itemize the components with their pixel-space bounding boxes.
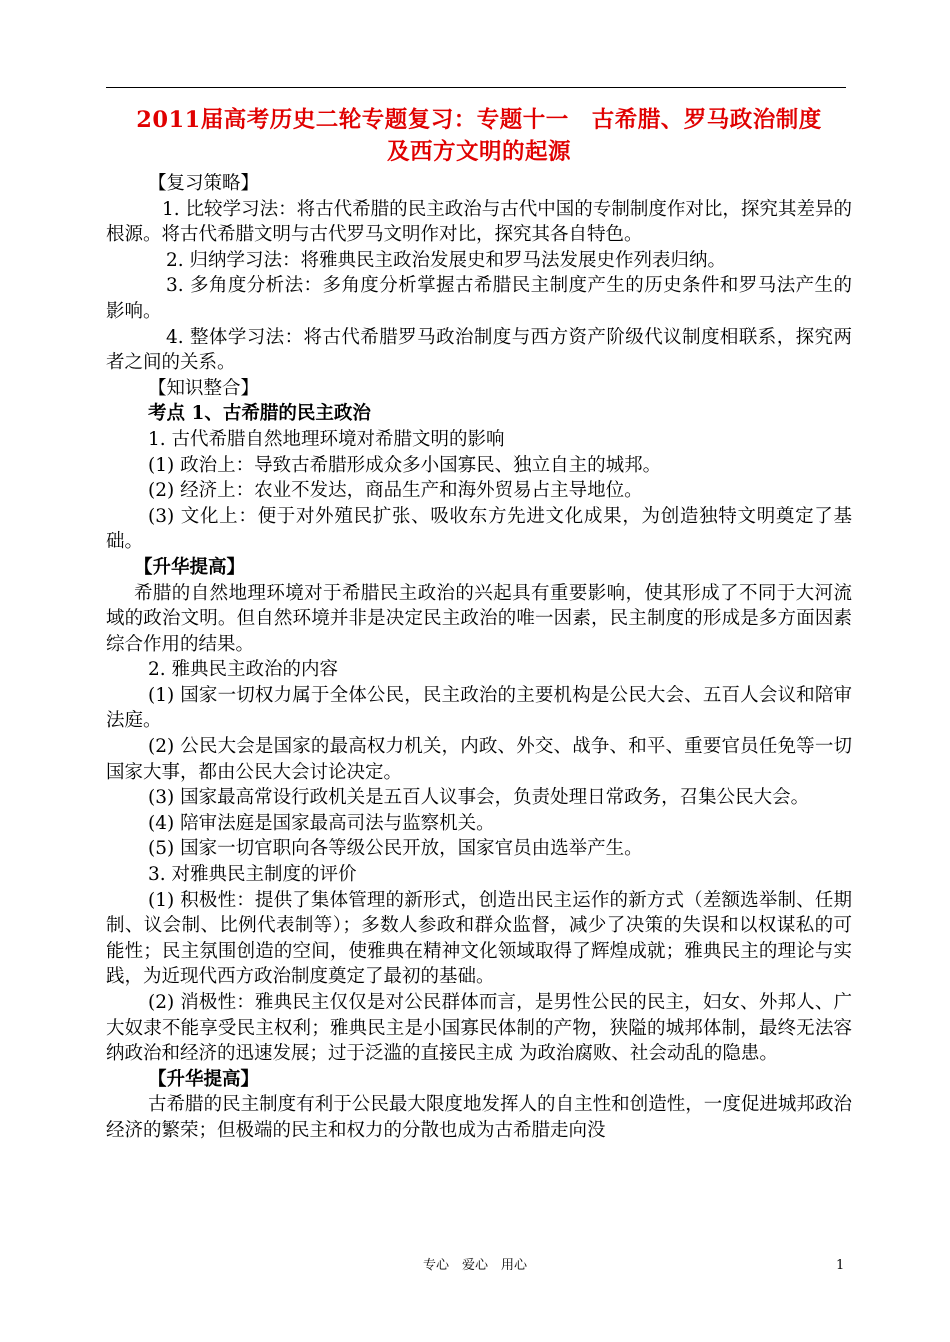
header-rule [106,87,846,88]
paragraph: 2. 归纳学习法：将雅典民主政治发展史和罗马法发展史作列表归纳。 [166,249,727,271]
paragraph: 3. 对雅典民主制度的评价 [148,864,357,886]
paragraph: 【复习策略】 [148,173,260,194]
paragraph: (2) 经济上：农业不发达，商品生产和海外贸易占主导地位。 [148,480,643,502]
paragraph: 【知识整合】 [148,377,260,399]
document-title [106,104,852,168]
paragraph: (1) 国家一切权力属于全体公民，民主政治的主要机构是公民大会、五百人会议和陪审法庭。 [106,684,852,732]
paragraph: (3) 文化上：便于对外殖民扩张、吸收东方先进文化成果，为创造独特文明奠定了基础。 [106,505,852,553]
paragraph: 【升华提高】 [134,556,246,578]
document-body [106,104,852,1144]
paragraph: (5) 国家一切官职向各等级公民开放，国家官员由选举产生。 [148,838,643,860]
paragraph: 2. 雅典民主政治的内容 [148,659,339,681]
paragraph-list [106,171,852,1144]
paragraph: 4. 整体学习法：将古代希腊罗马政治制度与西方资产阶级代议制度相联系，探究两者之间的关系。 [106,326,852,374]
paragraph: (2) 公民大会是国家的最高权力机关，内政、外交、战争、和平、重要官员任免等一切国家大事，都由公民大会讨论决定。 [106,736,852,783]
paragraph: 1. 古代希腊自然地理环境对希腊文明的影响 [148,428,505,450]
paragraph: (1) 积极性：提供了集体管理的新形式，创造出民主运作的新方式（差额选举制、任期制、议会制、比例代表制等）；多数人参政和群众监督，减少了决策的失误和以权谋私的可能性；民主氛围创造的空间，使雅典在精神文化领域取得了辉煌成就；雅典民主的理论与实践，为近现代西方政治制度奠定了最初的基础。 [106,889,852,988]
paragraph: (2) 消极性：雅典民主仅仅是对公民群体而言，是男性公民的民主，妇女、外邦人、广大奴隶不能享受民主权利；雅典民主是小国寡民体制的产物，狭隘的城邦体制，最终无法容纳政治和经济的迅速发展；过于泛滥的直接民主成 为政治腐败、社会动乱的隐患。 [106,992,852,1065]
paragraph: 3. 多角度分析法：多角度分析掌握古希腊民主制度产生的历史条件和罗马法产生的影响。 [106,275,852,322]
title-line-2: 及西方文明的起源 [386,139,571,165]
title-line-1: 2011届高考历史二轮专题复习：专题十一 古希腊、罗马政治制度 [136,107,822,133]
paragraph: (4) 陪审法庭是国家最高司法与监察机关。 [148,812,495,834]
paragraph: 考点 1、古希腊的民主政治 [148,403,371,425]
footer-motto: 专心 爱心 用心 [422,1258,527,1273]
page-number: 1 [836,1258,845,1273]
paragraph: 【升华提高】 [148,1068,260,1090]
paragraph: 希腊的自然地理环境对于希腊民主政治的兴起具有重要影响，使其形成了不同于大河流域的政治文明。但自然环境并非是决定民主政治的唯一因素，民主制度的形成是多方面因素综合作用的结果。 [106,582,852,655]
paragraph: 古希腊的民主制度有利于公民最大限度地发挥人的自主性和创造性，一度促进城邦政治经济的繁荣；但极端的民主和权力的分散也成为古希腊走向没 [106,1094,852,1141]
paragraph: (3) 国家最高常设行政机关是五百人议事会，负责处理日常政务，召集公民大会。 [148,787,810,809]
paragraph: (1) 政治上：导致古希腊形成众多小国寡民、独立自主的城邦。 [148,454,662,476]
paragraph: 1. 比较学习法：将古代希腊的民主政治与古代中国的专制制度作对比，探究其差异的根源。将古代希腊文明与古代罗马文明作对比，探究其各自特色。 [106,198,852,246]
